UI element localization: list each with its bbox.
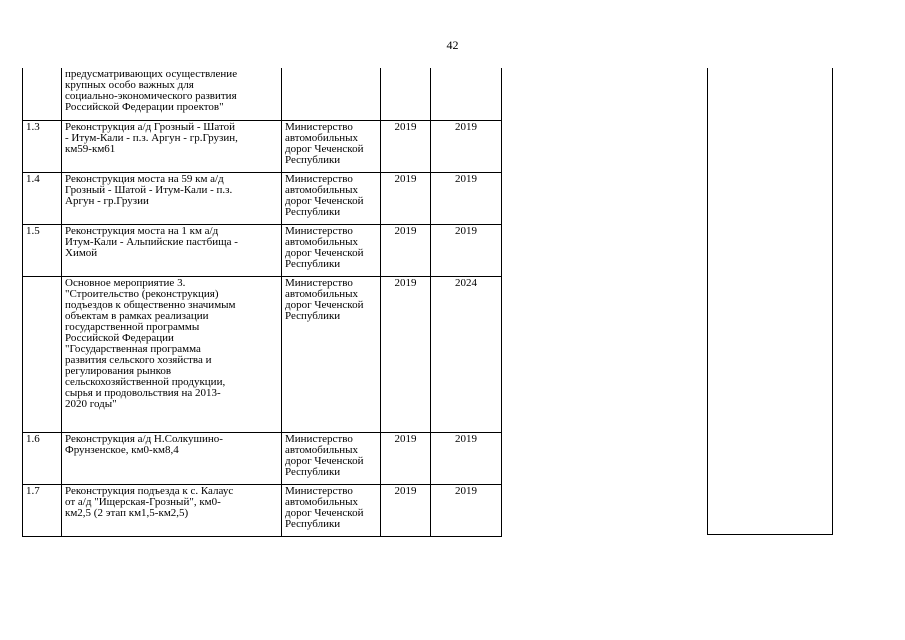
end-year-cell: 2019 xyxy=(431,172,502,224)
row-number-cell: 1.5 xyxy=(23,224,62,276)
measure-name-cell: Реконструкция а/д Н.Солкушино- Фрунзенское, км0-км8,4 xyxy=(62,432,282,484)
executor-cell xyxy=(282,68,381,120)
executor-cell: Министерство автомобильных дорог Чеченской Республики xyxy=(282,172,381,224)
measure-name-cell: Реконструкция моста на 59 км а/д Грозный - Шатой - Итум-Кали - п.з. Аргун - гр.Грузии xyxy=(62,172,282,224)
measure-name-cell: Реконструкция а/д Грозный - Шатой - Итум-Кали - п.з. Аргун - гр.Грузин, км59-км61 xyxy=(62,120,282,172)
end-year-cell: 2019 xyxy=(431,224,502,276)
measures-table xyxy=(22,68,502,537)
page-number: 42 xyxy=(446,38,459,52)
measure-name-cell: Реконструкция подъезда к с. Калаус от а/д "Ищерская-Грозный", км0- км2,5 (2 этап км1,5-км2,5) xyxy=(62,484,282,536)
table-row xyxy=(23,172,502,224)
end-year-cell: 2024 xyxy=(431,276,502,432)
executor-cell: Министерство автомобильных дорог Чеченской Республики xyxy=(282,276,381,432)
executor-cell: Министерство автомобильных дорог Чеченской Республики xyxy=(282,432,381,484)
start-year-cell: 2019 xyxy=(381,484,431,536)
row-number-cell: 1.7 xyxy=(23,484,62,536)
table-row xyxy=(23,120,502,172)
table-row xyxy=(23,68,502,120)
table-row xyxy=(23,224,502,276)
table-row xyxy=(23,276,502,432)
start-year-cell: 2019 xyxy=(381,172,431,224)
end-year-cell: 2019 xyxy=(431,432,502,484)
end-year-cell: 2019 xyxy=(431,120,502,172)
row-number-cell: 1.3 xyxy=(23,120,62,172)
end-year-cell: 2019 xyxy=(431,484,502,536)
start-year-cell: 2019 xyxy=(381,276,431,432)
start-year-cell: 2019 xyxy=(381,224,431,276)
row-number-cell: 1.4 xyxy=(23,172,62,224)
start-year-cell: 2019 xyxy=(381,432,431,484)
executor-cell: Министерство автомобильных дорог Чеченской Республики xyxy=(282,484,381,536)
end-year-cell xyxy=(431,68,502,120)
row-number-cell xyxy=(23,276,62,432)
row-number-cell xyxy=(23,68,62,120)
start-year-cell: 2019 xyxy=(381,120,431,172)
table-row xyxy=(23,432,502,484)
start-year-cell xyxy=(381,68,431,120)
right-column-frame xyxy=(707,68,833,535)
measure-name-cell: Реконструкция моста на 1 км а/д Итум-Кали - Альпийские пастбища - Химой xyxy=(62,224,282,276)
table-row xyxy=(23,484,502,536)
measure-name-cell: Основное мероприятие 3. "Строительство (реконструкция) подъездов к общественно значимым объектам в рамках реализации государственной программы Российской Федерации "Государственная программа развития сельского хозяйства и регулирования рынков сельскохозяйственной продукции, сырья и продовольствия на 2013- 2020 годы" xyxy=(62,276,282,432)
executor-cell: Министерство автомобильных дорог Чеченской Республики xyxy=(282,224,381,276)
row-number-cell: 1.6 xyxy=(23,432,62,484)
measure-name-cell: предусматривающих осуществление крупных особо важных для социально-экономического развития Российской Федерации проектов" xyxy=(62,68,282,120)
executor-cell: Министерство автомобильных дорог Чеченской Республики xyxy=(282,120,381,172)
